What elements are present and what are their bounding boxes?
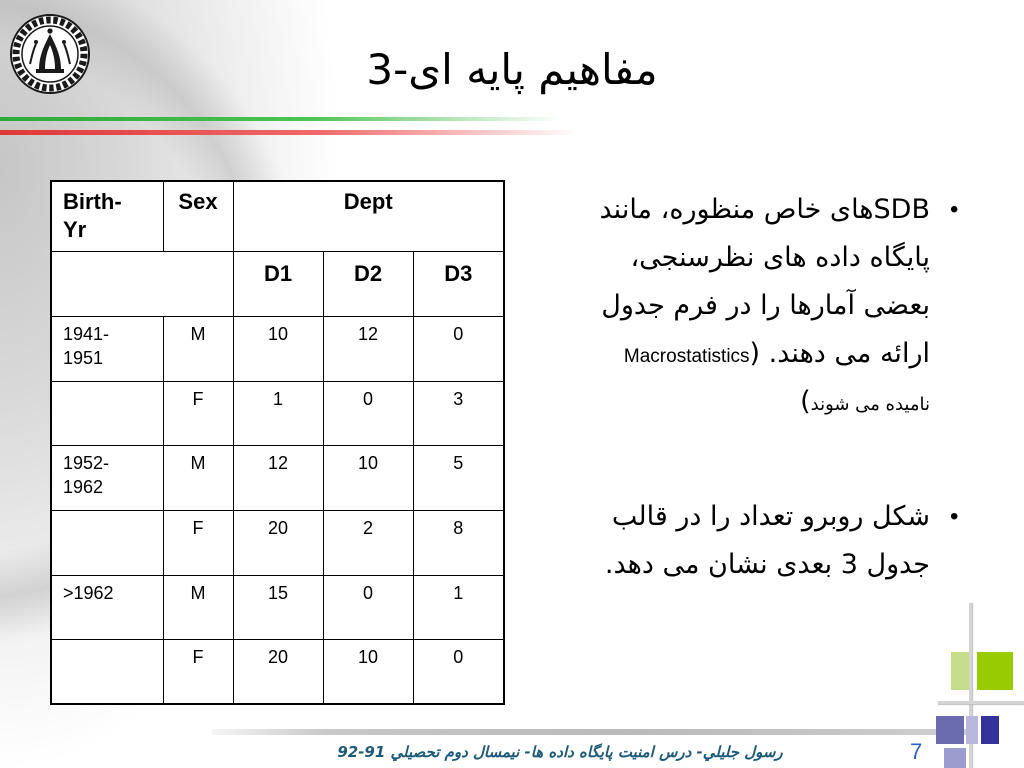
bullet-marker: • xyxy=(950,196,959,223)
cell-d2: 2 xyxy=(323,510,413,575)
empty-header-cell xyxy=(51,251,233,316)
cell-d1: 20 xyxy=(233,510,323,575)
cell-d1: 15 xyxy=(233,575,323,639)
cell-birth-yr xyxy=(51,510,163,575)
footer-text: رسول جليلي- درس امنيت پايگاه داده ها- نيمسال دوم تحصيلي 91-92 xyxy=(337,743,783,761)
header-cell-d2 xyxy=(323,251,413,316)
cell-d1: 10 xyxy=(233,316,323,381)
cell-sex: M xyxy=(163,575,233,639)
cell-d2: 0 xyxy=(323,575,413,639)
decor-square xyxy=(966,716,978,744)
bullet-line: پایگاه داده های نظرسنجی، xyxy=(630,242,930,273)
cell-sex: F xyxy=(163,381,233,445)
header-cell-dept xyxy=(233,181,504,251)
bullet-line: بعضی آمارها را در فرم جدول xyxy=(601,290,930,321)
cell-d3: 5 xyxy=(413,445,504,510)
bullet-line xyxy=(500,330,930,378)
bullet-line: شکل روبرو تعداد را در قالب xyxy=(611,501,930,532)
table-row xyxy=(51,445,504,510)
decor-square xyxy=(977,652,1013,690)
cell-birth-yr xyxy=(51,445,163,510)
title-rule-red xyxy=(0,130,580,135)
header-cell-sex xyxy=(163,181,233,251)
footer-rule xyxy=(212,729,967,735)
header-cell-d1 xyxy=(233,251,323,316)
header-cell-d3 xyxy=(413,251,504,316)
cell-d3: 0 xyxy=(413,316,504,381)
cell-text: 1952-1962 xyxy=(63,452,110,497)
bullet-line xyxy=(500,378,930,426)
header-label-dept: Dept xyxy=(343,189,393,214)
bullet-line: SDBهای خاص منظوره، مانند xyxy=(599,194,930,225)
cell-d3: 0 xyxy=(413,639,504,704)
slide-title: مفاهیم پایه ای-3 xyxy=(366,45,658,94)
cell-d2: 12 xyxy=(323,316,413,381)
bullet-note-close: ) xyxy=(800,386,811,417)
cell-sex: M xyxy=(163,445,233,510)
bullet-line: جدول 3 بعدی نشان می دهد. xyxy=(604,549,930,580)
decor-square xyxy=(981,716,999,744)
header-label-sex: Sex xyxy=(178,189,218,214)
bullet-note: نامیده می شوند xyxy=(810,394,930,415)
cell-d2: 10 xyxy=(323,639,413,704)
header-label-d3: D3 xyxy=(444,260,473,286)
cell-d1: 12 xyxy=(233,445,323,510)
bullet-text: ارائه می دهند. ( xyxy=(749,338,930,369)
page-number: 7 xyxy=(910,739,923,764)
table-row xyxy=(51,510,504,575)
cell-text: >1962 xyxy=(63,582,114,603)
bullet-item xyxy=(500,186,959,426)
cell-d1: 20 xyxy=(233,639,323,704)
cell-d1: 1 xyxy=(233,381,323,445)
cell-birth-yr xyxy=(51,639,163,704)
cell-d3: 1 xyxy=(413,575,504,639)
title-rule-green xyxy=(0,117,560,121)
decor-square xyxy=(944,748,966,768)
header-label-d2: D2 xyxy=(353,260,383,286)
header-label-birth-yr: Birth-Yr xyxy=(63,189,122,242)
table-row xyxy=(51,575,504,639)
bullet-marker: • xyxy=(950,503,959,530)
cell-sex: M xyxy=(163,316,233,381)
table-header-row xyxy=(51,181,504,251)
cell-d2: 10 xyxy=(323,445,413,510)
cell-d2: 0 xyxy=(323,381,413,445)
cell-birth-yr xyxy=(51,575,163,639)
table-row xyxy=(51,316,504,381)
header-cell-birth-yr xyxy=(51,181,163,251)
cell-text: 1941-1951 xyxy=(63,323,110,368)
cell-birth-yr xyxy=(51,316,163,381)
cell-d3: 8 xyxy=(413,510,504,575)
decor-square xyxy=(951,652,969,690)
macrostatistics-table xyxy=(50,180,505,705)
macrostatistics-term: Macrostatistics xyxy=(623,346,750,367)
cell-sex: F xyxy=(163,510,233,575)
bullet-item xyxy=(500,493,959,589)
table-row xyxy=(51,381,504,445)
decor-horizontal-line xyxy=(938,701,1024,704)
decor-square xyxy=(936,716,964,744)
cell-d3: 3 xyxy=(413,381,504,445)
header-label-d1: D1 xyxy=(263,260,293,286)
table-row xyxy=(51,639,504,704)
table-subheader-row xyxy=(51,251,504,316)
cell-sex: F xyxy=(163,639,233,704)
cell-birth-yr xyxy=(51,381,163,445)
